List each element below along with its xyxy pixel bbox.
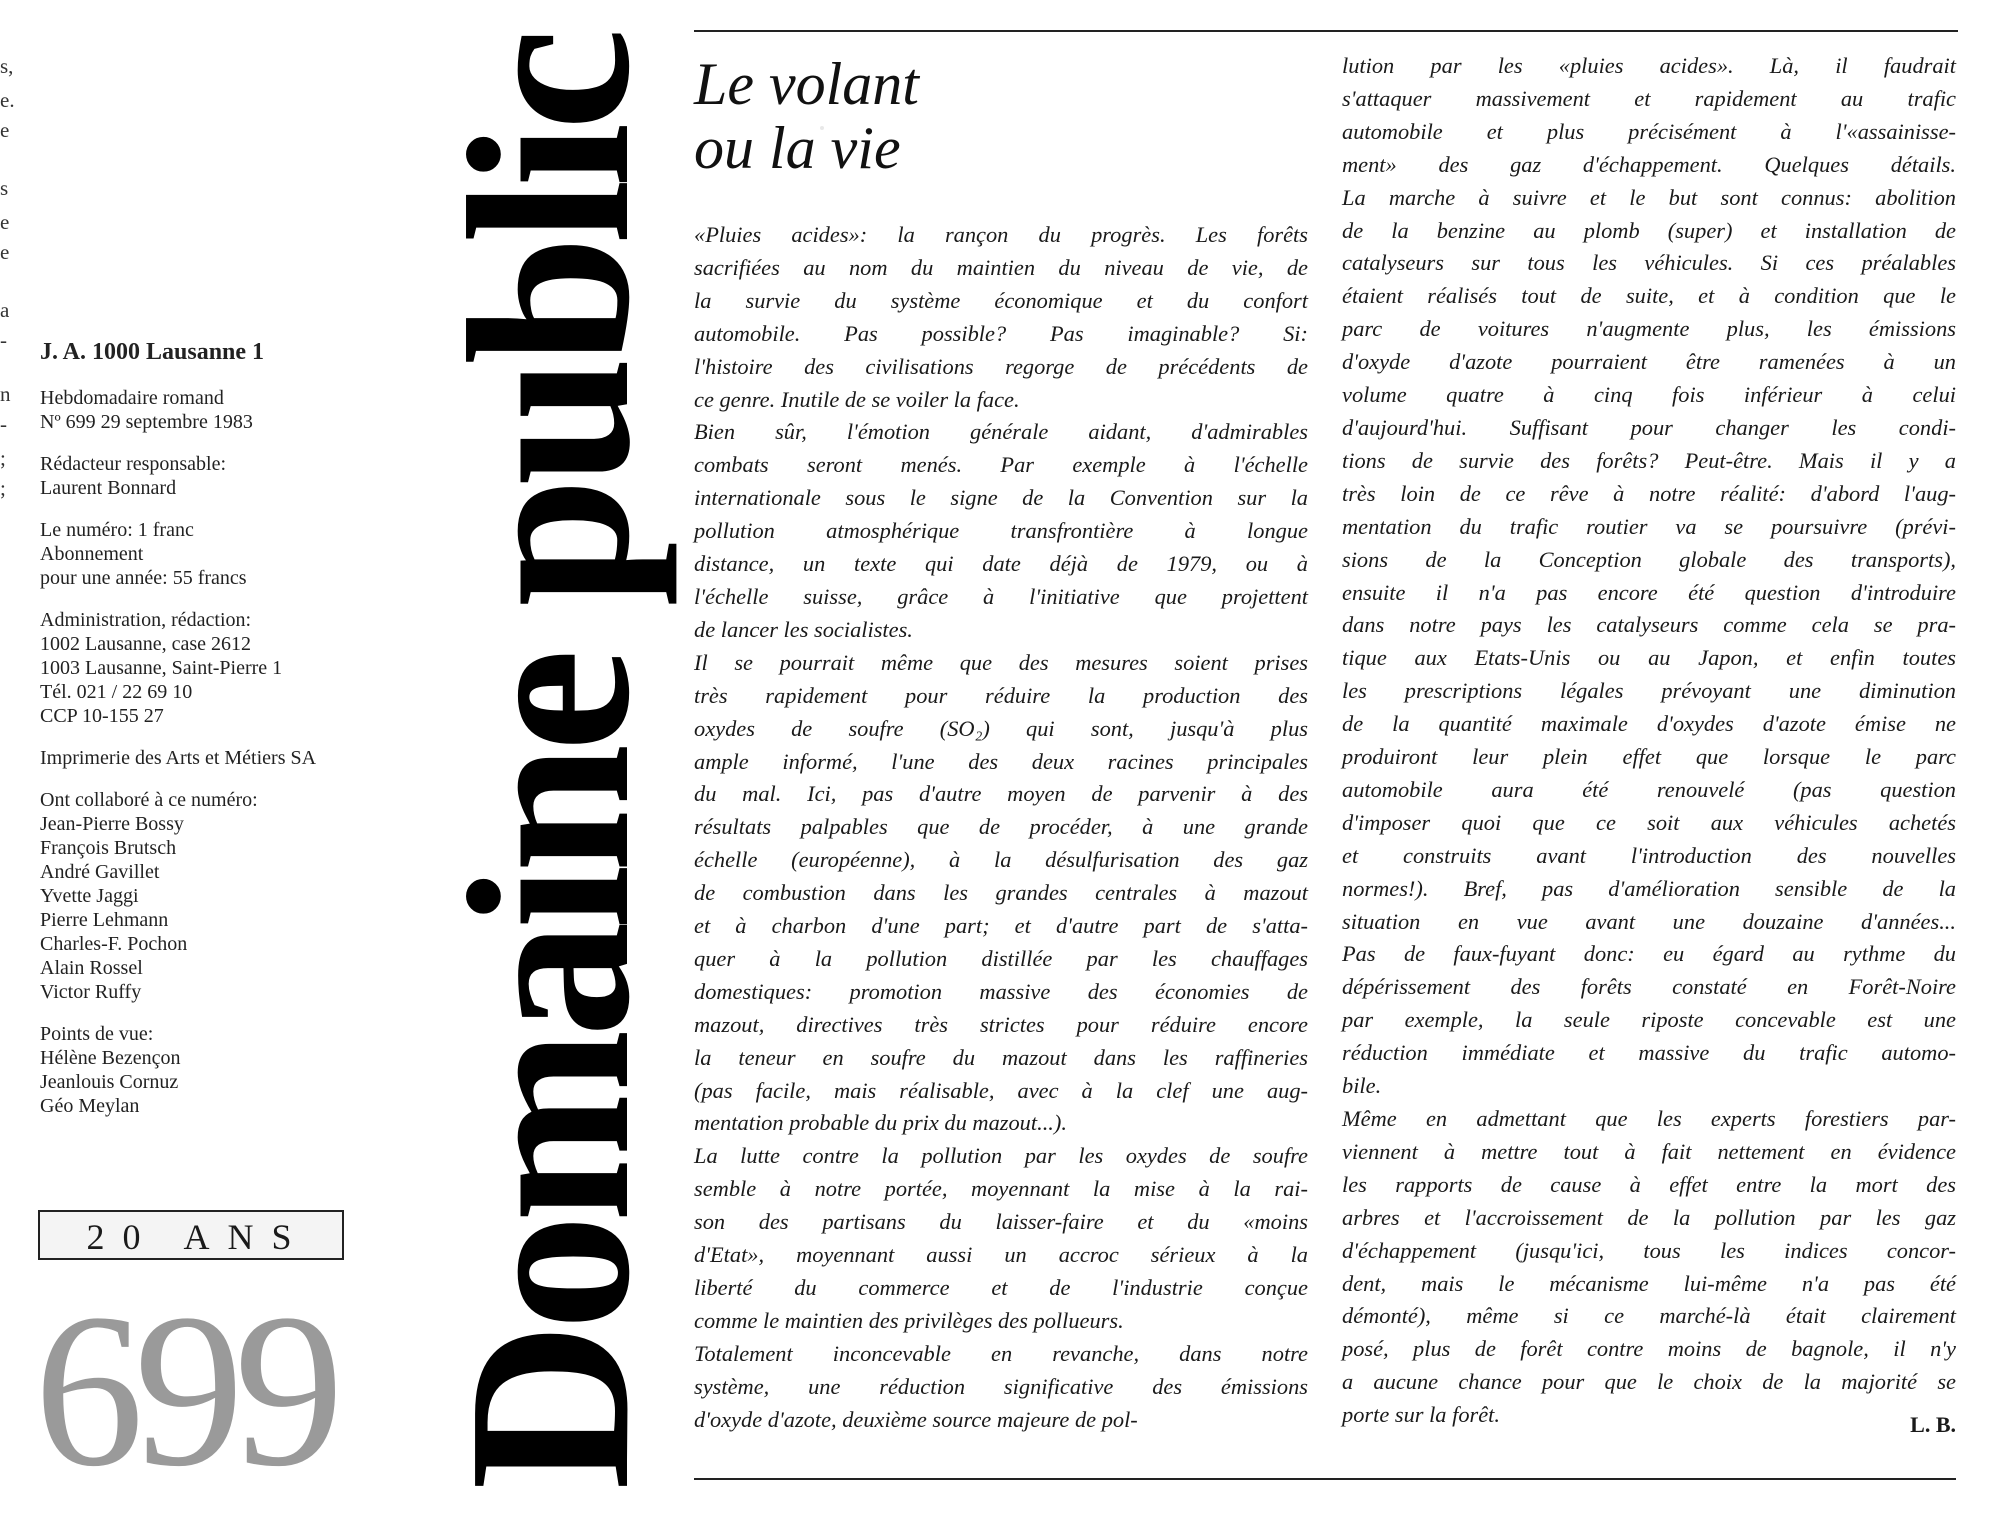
article-line: bile. [1342, 1073, 1382, 1099]
colophon-org: J. A. 1000 Lausanne 1 [40, 339, 265, 365]
article-line: lution par les «pluies acides». Là, il faudrait [1342, 53, 1956, 78]
article-line: Pas de faux-fuyant donc: eu égard au rythme du [1342, 941, 1956, 967]
article-line: mentation du trafic routier va se poursuivre (prévi- [1342, 513, 1956, 539]
article-line: très rapidement pour réduire la production des [694, 682, 1308, 708]
edge-fragment: e [0, 118, 10, 142]
article-line: quer à la pollution distillée par les chauffages [694, 945, 1308, 971]
article-line: domestiques: promotion massive des économies de [694, 978, 1308, 1004]
article-line: mentation probable du prix du mazout...). [694, 1110, 1067, 1136]
colophon-line: Laurent Bonnard [40, 477, 177, 499]
article-line: pollution atmosphérique transfrontière à longue [694, 518, 1308, 544]
article-line: la teneur en soufre du mazout dans les raffineries [694, 1044, 1308, 1070]
colophon-line: 1003 Lausanne, Saint-Pierre 1 [40, 657, 283, 679]
colophon-pricing [40, 518, 440, 590]
colophon-line: CCP 10-155 27 [40, 705, 164, 727]
article-line: d'Etat», moyennant aussi un accroc sérieux à la [694, 1242, 1308, 1268]
article-headline [694, 52, 1314, 180]
article-line: démonté), même si ce marché-là était clairement [1342, 1303, 1956, 1329]
issue-number: 699 [34, 1268, 334, 1512]
edge-fragment: e [0, 210, 10, 234]
article-line: liberté du commerce et de l'industrie conçue [694, 1275, 1308, 1300]
article-line: La marche à suivre et le but sont connus: abolition [1342, 184, 1956, 210]
article-line: distance, un texte qui date déjà de 1979, ou à [694, 551, 1308, 577]
article-line: de la benzine au plomb (super) et installation de [1342, 217, 1956, 243]
article-line: ample informé, l'une des deux racines principales [694, 748, 1308, 774]
colophon-line: Tél. 021 / 22 69 10 [40, 681, 193, 703]
article-line: a aucune chance pour que le choix de la majorité se [1342, 1369, 1956, 1395]
article-line: d'oxyde d'azote pourraient être ramenées à un [1342, 349, 1956, 375]
colophon-line: Nº 699 29 septembre 1983 [40, 411, 253, 433]
article-line: produiront leur plein effet que lorsque le parc [1342, 744, 1956, 770]
article-line: sacrifiées au nom du maintien du niveau de vie, de [694, 254, 1308, 280]
edge-fragment: s, [0, 54, 14, 78]
article-line: catalyseurs sur tous les véhicules. Si ces préalables [1342, 250, 1956, 276]
article-line: mazout, directives très strictes pour réduire encore [694, 1011, 1308, 1037]
article-line: l'histoire des civilisations regorge de précédents de [694, 353, 1308, 379]
article-line: viennent à mettre tout à fait nettement en évidence [1342, 1138, 1956, 1164]
article-line: de lancer les socialistes. [694, 616, 913, 642]
colophon-contributors [40, 788, 440, 1004]
article-line: situation en vue avant une douzaine d'années... [1342, 908, 1956, 934]
article-line: son des partisans du laisser-faire et du «moins [694, 1209, 1308, 1235]
edge-fragment: ; [0, 476, 6, 500]
article-line: internationale sous le signe de la Convention sur la [694, 485, 1308, 511]
article-line: et construits avant l'introduction des nouvelles [1342, 842, 1956, 868]
article-line: l'échelle suisse, grâce à l'initiative que projettent [694, 583, 1308, 609]
article-line: tique aux Etats-Unis ou au Japon, et enfin toutes [1342, 645, 1956, 671]
anniversary-box: 20 ANS [38, 1210, 344, 1260]
edge-fragment: e [0, 240, 10, 264]
article-line: la survie du système économique et du confort [694, 287, 1308, 313]
article-line: d'échappement (jusqu'ici, tous les indices concor- [1342, 1237, 1956, 1263]
article-line: ensuite il n'a pas encore été question d'introduire [1342, 579, 1956, 605]
article-line: et à charbon d'une part; et d'autre part de s'atta- [694, 913, 1308, 939]
colophon-line: Géo Meylan [40, 1095, 140, 1117]
colophon-line: Administration, rédaction: [40, 609, 252, 631]
colophon-line: Imprimerie des Arts et Métiers SA [40, 747, 317, 769]
article-column-1 [694, 219, 1308, 1437]
colophon-line: Yvette Jaggi [40, 885, 139, 907]
article-line: ce genre. Inutile de se voiler la face. [694, 386, 1020, 412]
headline-line-2: ou la vie [694, 115, 901, 181]
article-line: normes!). Bref, pas d'amélioration sensible de la [1342, 875, 1956, 901]
edge-fragment: s [0, 176, 9, 200]
article-line: de combustion dans les grandes centrales à mazout [694, 880, 1308, 906]
colophon-line: Pierre Lehmann [40, 909, 169, 931]
article-line: de la quantité maximale d'oxydes d'azote émise ne [1342, 711, 1956, 737]
edge-fragment: - [0, 328, 7, 352]
article-signature: L. B. [1910, 1412, 1956, 1437]
article-line: «Pluies acides»: la rançon du progrès. Les forêts [694, 222, 1308, 247]
colophon-line: Hebdomadaire romand [40, 387, 224, 409]
article-line: semble à notre portée, moyennant la mise à la rai- [694, 1176, 1308, 1202]
article-line: dépérissement des forêts constaté en Forêt-Noire [1342, 974, 1956, 1000]
article-line: volume quatre à cinq fois inférieur à celui [1342, 382, 1956, 408]
article-line: ment» des gaz d'échappement. Quelques détails. [1342, 151, 1956, 177]
article-line: parc de voitures n'augmente plus, les émissions [1342, 316, 1956, 342]
masthead-title: Domaine public [421, 35, 678, 1490]
article-line: oxydes de soufre (SO₂) qui sont, jusqu'à plus [694, 715, 1308, 741]
colophon [40, 340, 440, 1136]
article-line: posé, plus de forêt contre moins de bagnole, il n'y [1342, 1336, 1956, 1362]
colophon-line: Points de vue: [40, 1023, 154, 1045]
colophon-line: Hélène Bezençon [40, 1047, 181, 1069]
colophon-viewpoints [40, 1022, 440, 1118]
article-line: du mal. Ici, pas d'autre moyen de parvenir à des [694, 781, 1308, 807]
colophon-line: Le numéro: 1 franc [40, 519, 194, 541]
article-line: étaient réalisés tout de suite, et à condition que le [1342, 283, 1956, 309]
article-line: automobile. Pas possible? Pas imaginable? Si: [694, 320, 1308, 346]
colophon-line: Alain Rossel [40, 957, 143, 979]
colophon-line: Abonnement [40, 543, 144, 565]
article-line: d'oxyde d'azote, deuxième source majeure de pol- [694, 1406, 1138, 1432]
article-line: dent, mais le mécanisme lui-même n'a pas été [1342, 1270, 1956, 1296]
edge-fragment: n [0, 382, 11, 406]
colophon-editor [40, 452, 440, 500]
colophon-line: François Brutsch [40, 837, 177, 859]
bottom-rule [694, 1478, 1956, 1480]
article-line: s'attaquer massivement et rapidement au trafic [1342, 85, 1956, 111]
colophon-publication [40, 386, 440, 434]
article-line: dans notre pays les catalyseurs comme cela se pra- [1342, 612, 1956, 638]
article-line: Il se pourrait même que des mesures soient prises [694, 649, 1308, 675]
colophon-printer [40, 746, 440, 770]
colophon-line: Jeanlouis Cornuz [40, 1071, 179, 1093]
article-line: comme le maintien des privilèges des pollueurs. [694, 1307, 1124, 1333]
article-line: résultats palpables que de procéder, à une grande [694, 814, 1308, 840]
edge-fragment: e. [0, 88, 15, 112]
article-line: échelle (européenne), à la désulfurisation des gaz [694, 847, 1308, 873]
article-line: sions de la Conception globale des transports), [1342, 546, 1956, 572]
article-line: très loin de ce rêve à notre réalité: d'abord l'aug- [1342, 480, 1956, 506]
top-rule [694, 30, 1958, 32]
article-column-2 [1342, 50, 1956, 1432]
article-line: combats seront menés. Par exemple à l'échelle [694, 452, 1308, 478]
article-line: automobile aura été renouvelé (pas question [1342, 776, 1956, 802]
colophon-line: Jean-Pierre Bossy [40, 813, 184, 835]
article-line: d'imposer quoi que ce soit aux véhicules achetés [1342, 809, 1956, 835]
colophon-line: 1002 Lausanne, case 2612 [40, 633, 252, 655]
article-line: automobile et plus précisément à l'«assainisse- [1342, 118, 1956, 144]
article-line: par exemple, la seule riposte concevable est une [1342, 1007, 1956, 1033]
article-line: (pas facile, mais réalisable, avec à la clef une aug- [694, 1077, 1308, 1103]
colophon-line: Ont collaboré à ce numéro: [40, 789, 258, 811]
article-line: Bien sûr, l'émotion générale aidant, d'admirables [694, 419, 1308, 445]
headline-line-1: Le volant [694, 51, 919, 117]
article-line: système, une réduction significative des émissions [694, 1373, 1308, 1399]
article-line: tions de survie des forêts? Peut-être. Mais il y a [1342, 447, 1956, 473]
article-line: les prescriptions légales prévoyant une diminution [1342, 678, 1956, 704]
article-line: La lutte contre la pollution par les oxydes de soufre [694, 1143, 1308, 1169]
edge-fragment: - [0, 412, 7, 436]
colophon-line: pour une année: 55 francs [40, 567, 247, 589]
article-line: d'aujourd'hui. Suffisant pour changer les condi- [1342, 414, 1956, 440]
masthead [421, 35, 678, 1490]
article-line: réduction immédiate et massive du trafic automo- [1342, 1040, 1956, 1066]
article-line: arbres et l'accroissement de la pollution par les gaz [1342, 1204, 1956, 1230]
article-line: Totalement inconcevable en revanche, dans notre [694, 1340, 1308, 1366]
colophon-address [40, 608, 440, 728]
edge-fragment: ; [0, 446, 6, 470]
colophon-line: André Gavillet [40, 861, 160, 883]
article-line: porte sur la forêt. [1342, 1402, 1500, 1428]
colophon-line: Victor Ruffy [40, 981, 142, 1003]
colophon-line: Charles-F. Pochon [40, 933, 188, 955]
article-line: Même en admettant que les experts forestiers par- [1342, 1106, 1956, 1131]
colophon-line: Rédacteur responsable: [40, 453, 227, 475]
edge-fragment: a [0, 298, 10, 322]
article-line: les rapports de cause à effet entre la mort des [1342, 1171, 1956, 1197]
